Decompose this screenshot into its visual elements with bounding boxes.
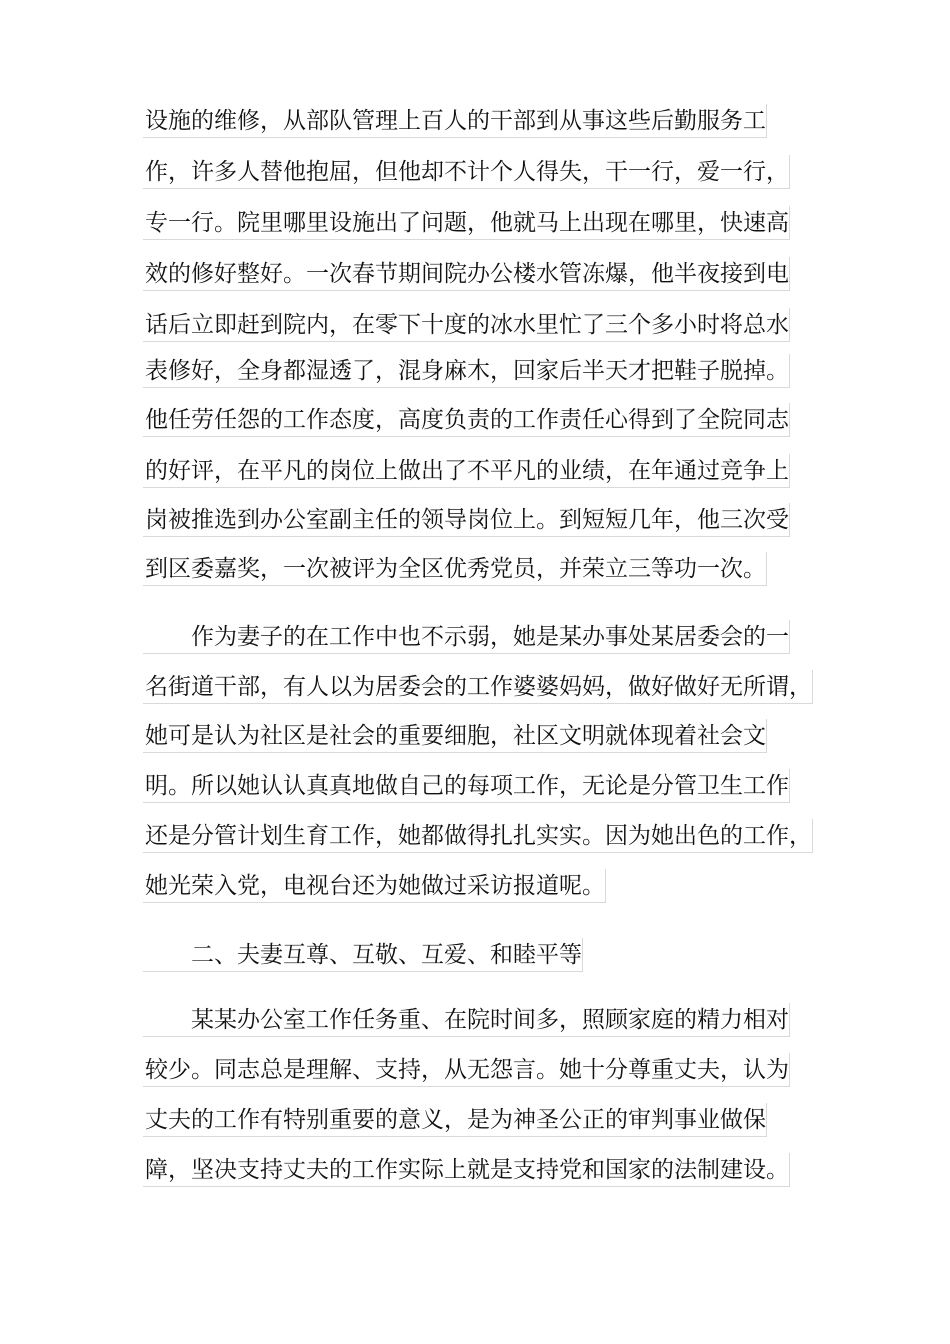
text-line: 他任劳任怨的工作态度，高度负责的工作责任心得到了全院同志 xyxy=(143,403,790,437)
text-line: 专一行。院里哪里设施出了问题，他就马上出现在哪里，快速高 xyxy=(143,206,790,240)
text-line: 作，许多人替他抱屈，但他却不计个人得失，干一行，爱一行， xyxy=(143,155,790,189)
text-line: 还是分管计划生育工作，她都做得扎扎实实。因为她出色的工作， xyxy=(143,819,813,853)
text-line: 到区委嘉奖，一次被评为全区优秀党员，并荣立三等功一次。 xyxy=(143,552,767,586)
text-line: 她可是认为社区是社会的重要细胞，社区文明就体现着社会文 xyxy=(143,719,767,753)
text-line: 设施的维修，从部队管理上百人的干部到从事这些后勤服务工 xyxy=(143,104,767,138)
text-line: 的好评，在平凡的岗位上做出了不平凡的业绩，在年通过竞争上 xyxy=(143,454,790,488)
text-line: 丈夫的工作有特别重要的意义，是为神圣公正的审判事业做保 xyxy=(143,1103,767,1137)
text-line: 名街道干部，有人以为居委会的工作婆婆妈妈，做好做好无所谓， xyxy=(143,670,813,704)
text-line: 较少。同志总是理解、支持，从无怨言。她十分尊重丈夫，认为 xyxy=(143,1053,790,1087)
text-line: 作为妻子的在工作中也不示弱，她是某办事处某居委会的一 xyxy=(143,620,790,654)
text-line: 明。所以她认认真真地做自己的每项工作，无论是分管卫生工作 xyxy=(143,769,790,803)
text-line: 表修好，全身都湿透了，混身麻木，回家后半天才把鞋子脱掉。 xyxy=(143,354,790,388)
text-line: 她光荣入党，电视台还为她做过采访报道呢。 xyxy=(143,869,606,903)
text-line: 岗被推选到办公室副主任的领导岗位上。到短短几年，他三次受 xyxy=(143,503,790,537)
text-line: 障，坚决支持丈夫的工作实际上就是支持党和国家的法制建设。 xyxy=(143,1153,790,1187)
text-line: 话后立即赶到院内，在零下十度的冰水里忙了三个多小时将总水 xyxy=(143,308,790,342)
section-heading-text: 二、夫妻互尊、互敬、互爱、和睦平等 xyxy=(143,938,583,972)
text-line: 效的修好整好。一次春节期间院办公楼水管冻爆，他半夜接到电 xyxy=(143,257,790,291)
text-line: 某某办公室工作任务重、在院时间多，照顾家庭的精力相对 xyxy=(143,1003,790,1037)
